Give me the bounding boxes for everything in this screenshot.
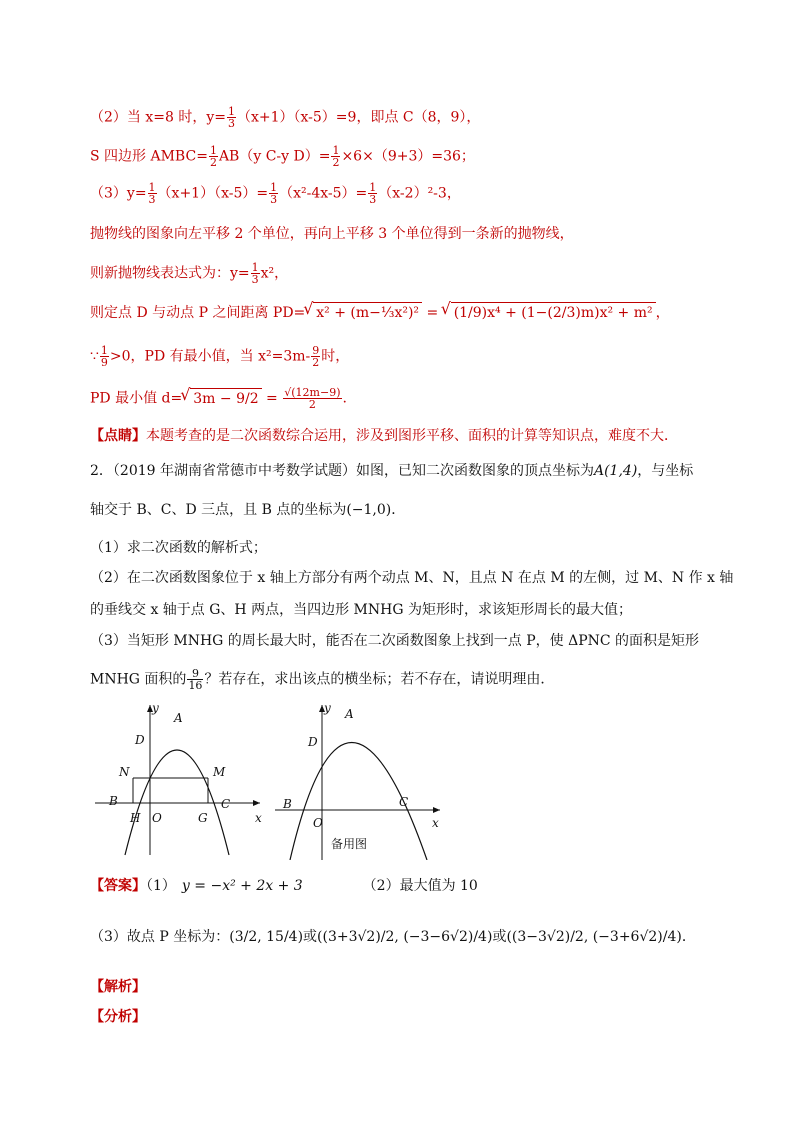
solution-3-line-1: （3）y= $\frac{1}{3}$ （x+1）（x-5）= $\frac{1}{3}$ （x²-4x-5）= $\frac{1}{3}$ （x-2）²-3， (90, 181, 461, 206)
label-b: B (283, 797, 292, 811)
answer-line-2: （3）故点 P 坐标为：(3/2, 15/4)或((3+3√2)/2, (−3−6√2)/4)或((3−3√2)/2, (−3+6√2)/4)． (90, 929, 696, 945)
solution-2-line-2: S 四边形 AMBC= $\frac{1}{2}$ AB（y C-y D）= $\frac{1}{2}$ ×6×（9+3）=36； (90, 144, 475, 169)
caption-spare-figure: 备用图 (331, 837, 368, 851)
solution-3-line-3: 则新抛物线表达式为：y= $\frac{1}{3}$ x²， (90, 261, 289, 286)
fenxi-heading: 【分析】 (90, 1009, 146, 1025)
problem-2-q2-b: 的垂线交 x 轴于点 G、H 两点，当四边形 MNHG 为矩形时，求该矩形周长的最大值； (90, 602, 632, 618)
label-o: O (152, 811, 162, 825)
x-axis-arrow (253, 800, 260, 806)
problem-2-q3-b: MNHG 面积的 $\frac{9}{16}$ ？若存在，求出该点的横坐标；若不存在，请说明理由． (90, 667, 555, 692)
comment-line: 【点睛】本题考查的是二次函数综合运用，涉及到图形平移、面积的计算等知识点，难度不大． (90, 428, 678, 444)
problem-2-q3-a: （3）当矩形 MNHG 的周长最大时，能否在二次函数图象上找到一点 P，使 ΔPNC 的面积是矩形 (90, 633, 700, 649)
label-b: B (109, 794, 118, 808)
analysis-heading: 【解析】 (90, 979, 146, 995)
label-c: C (399, 795, 409, 809)
label-x: x (432, 816, 439, 830)
label-h: H (130, 811, 141, 825)
label-y: y (324, 701, 331, 715)
label-d: D (308, 735, 318, 749)
problem-2-line-2: 轴交于 B、C、D 三点，且 B 点的坐标为(−1,0)． (90, 502, 406, 518)
solution-3-line-4: 则定点 D 与动点 P 之间距离 PD=√ x² + (m−⅓x²)² = √ (1/9)x⁴ + (1−(2/3)m)x² + m² ， (90, 302, 670, 323)
label-y: y (152, 701, 159, 715)
solution-3-line-2: 抛物线的图象向左平移 2 个单位，再向上平移 3 个单位得到一条新的抛物线， (90, 226, 574, 242)
problem-2-line-1: 2．（2019 年湖南省常德市中考数学试题）如图，已知二次函数图象的顶点坐标为A(1,4)，与坐标 (90, 463, 694, 479)
problem-2-q1: （1）求二次函数的解析式； (90, 540, 267, 556)
problem-2-q2-a: （2）在二次函数图象位于 x 轴上方部分有两个动点 M、N，且点 N 在点 M 的左侧，过 M、N 作 x 轴 (90, 570, 734, 586)
solution-2-line-1: （2）当 x=8 时，y= $\frac{1}{3}$ （x+1）（x-5）=9，即点 C（8，9）， (90, 105, 481, 130)
solution-3-line-6: PD 最小值 d=√ 3m − 9/2 = $\frac{√(12m-9)}{2}$ . (90, 387, 347, 410)
left-figure (95, 700, 275, 860)
label-m: M (213, 765, 226, 779)
x-axis-arrow (433, 807, 440, 813)
label-c: C (221, 797, 231, 811)
solution-3-line-5: ∵ $\frac{1}{9}$ >0，PD 有最小值，当 x²=3m- $\frac{9}{2}$ 时， (90, 344, 350, 369)
label-g: G (198, 811, 208, 825)
label-a: A (345, 707, 354, 721)
answer-line-1: 【答案】（1） y = −x² + 2x + 3 （2）最大值为 10 (90, 878, 478, 894)
right-figure (275, 700, 450, 860)
label-d: D (135, 733, 145, 747)
label-n: N (119, 765, 130, 779)
label-a: A (174, 711, 183, 725)
label-o: O (313, 816, 323, 830)
label-x: x (255, 811, 262, 825)
